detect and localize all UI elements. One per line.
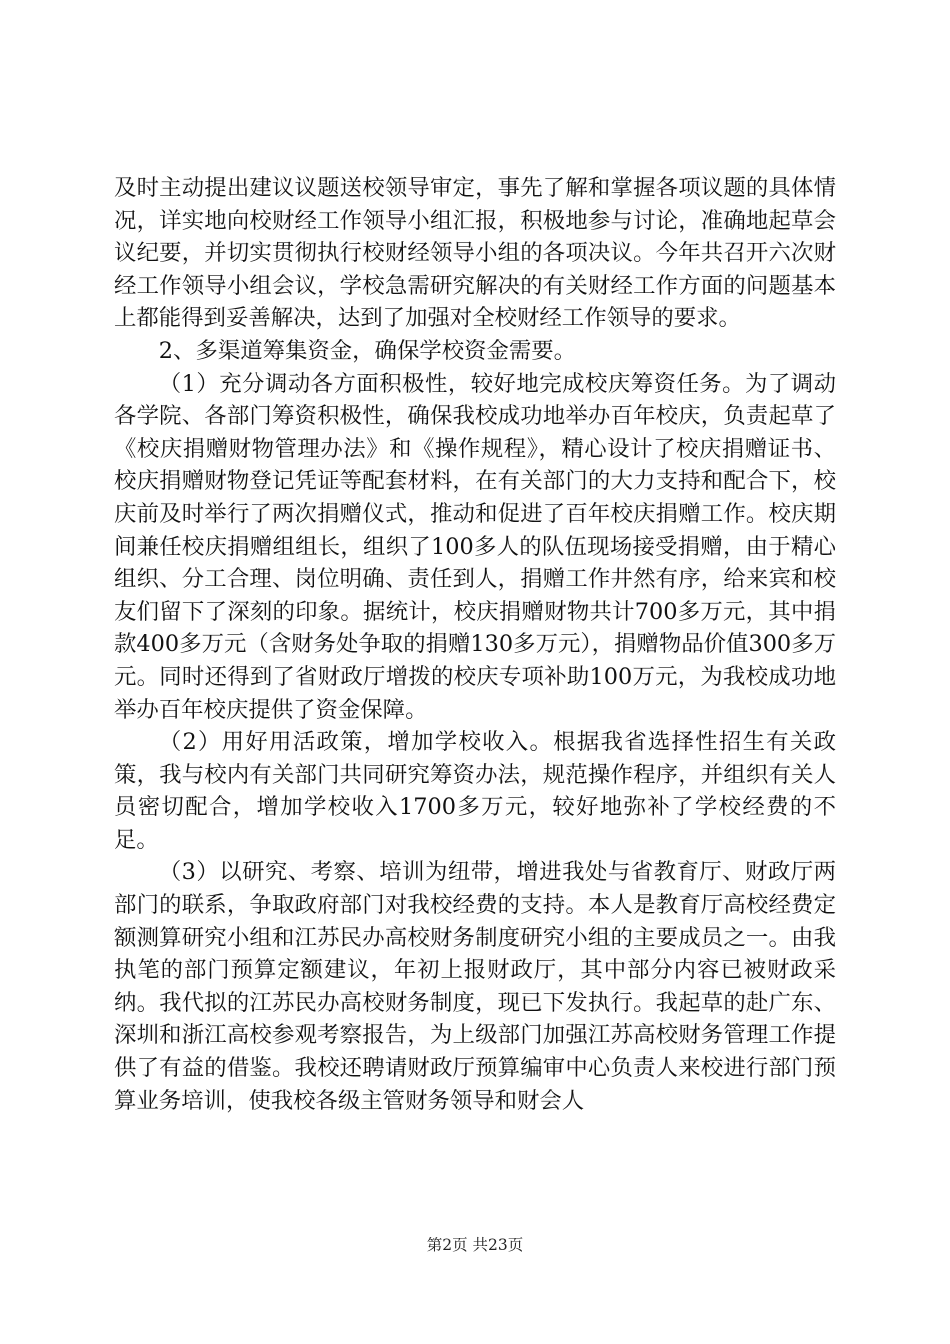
- paragraph-2-heading: 2、多渠道筹集资金，确保学校资金需要。: [158, 337, 577, 364]
- paragraph-5: （3）以研究、考察、培训为纽带，增进我处与省教育厅、财政厅两部门的联系，争取政府部门对我校经费的支持。本人是教育厅高校经费定额测算研究小组和江苏民办高校财务制度研究小组的主要成员之一。由我执笔的部门预算定额建议，年初上报财政厅，其中部分内容已被财政采纳。我代拟的江苏民办高校财务制度，现已下发执行。我起草的赴广东、深圳和浙江高校参观考察报告，为上级部门加强江苏高校财务管理工作提供了有益的借鉴。我校还聘请财政厅预算编审中心负责人来校进行部门预算业务培训，使我校各级主管财务领导和财会人: [114, 859, 836, 1114]
- paragraph-4: （2）用好用活政策，增加学校收入。根据我省选择性招生有关政策，我与校内有关部门共同研究筹资办法，规范操作程序，并组织有关人员密切配合，增加学校收入1700多万元，较好地弥补了学校经费的不足。: [114, 729, 836, 853]
- page-footer: 第2页 共23页: [426, 1236, 524, 1254]
- paragraph-1: 及时主动提出建议议题送校领导审定，事先了解和掌握各项议题的具体情况，详实地向校财经工作领导小组汇报，积极地参与讨论，准确地起草会议纪要，并切实贯彻执行校财经领导小组的各项决议。今年共召开六次财经工作领导小组会议，学校急需研究解决的有关财经工作方面的问题基本上都能得到妥善解决，达到了加强对全校财经工作领导的要求。: [114, 175, 836, 332]
- paragraph-3: （1）充分调动各方面积极性，较好地完成校庆筹资任务。为了调动各学院、各部门筹资积极性，确保我校成功地举办百年校庆，负责起草了《校庆捐赠财物管理办法》和《操作规程》，精心设计了校庆捐赠证书、校庆捐赠财物登记凭证等配套材料，在有关部门的大力支持和配合下，校庆前及时举行了两次捐赠仪式，推动和促进了百年校庆捐赠工作。校庆期间兼任校庆捐赠组组长，组织了100多人的队伍现场接受捐赠，由于精心组织、分工合理、岗位明确、责任到人，捐赠工作井然有序，给来宾和校友们留下了深刻的印象。据统计，校庆捐赠财物共计700多万元，其中捐款400多万元（含财务处争取的捐赠130多万元），捐赠物品价值300多万元。同时还得到了省财政厅增拨的校庆专项补助100万元，为我校成功地举办百年校庆提供了资金保障。: [114, 370, 836, 723]
- document-body: [114, 172, 836, 1117]
